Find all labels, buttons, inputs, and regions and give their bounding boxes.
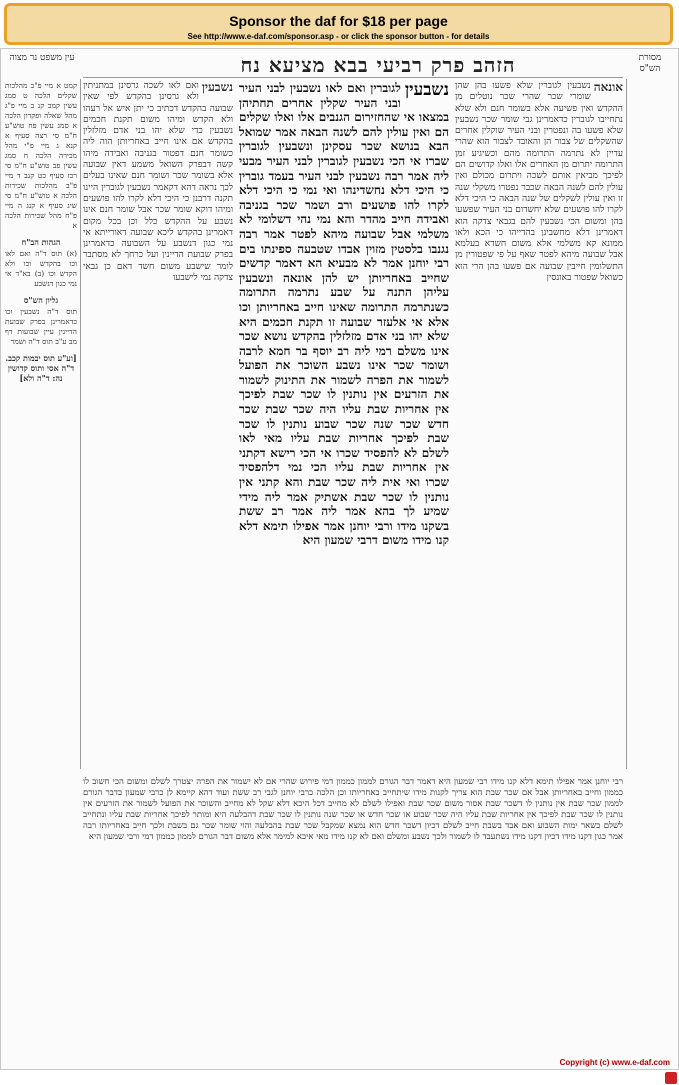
gemara-text: לגוברין ואם לאו נשבעין לבני העיר ובני העיר שקלין אחרים תחתיהן במצאו אי שהחזירום הגנבים אלו ואלו שקלים הם ואין עולין להם לשנה הבאה אמר שמואל הבא בנושא שכר עסקינן ונשבעין לגוברין שברו אי הכי נשבעין לגוברין לבני העיר מבעי ליה אמר רבה נשבעין לבני העיר בעמד גוברין כי היכי דלא נחשדינהו ואי נמי כי היכי דלא לקרו להו פושעים ורב ושמר שכר בגניבה ואבידה חייב מהדר והא נמי נהי דשלומי לא משלמי אבל שבועה מיהא לפטר אמר רבה נגנבו בלסטין מזוין אבדו שטבעה ספינתו בים רבי יוחנן אמר לא מבעיא הא דאמר קדשים שחייב באחריותן יש להן אונאה ונשבעין עליהן התנה על שבע נתרמה התרומה כשנתרמה התרומה שאינו חייב באחריותן וכו אלא אי אלעזר שבועה זו תקנת חכמים היא שלא יהו בני אדם מזלזלין בהקדש נושא שכר אינו משלם רמי ליה רב יוסף בר חמא לרבה ושומר שכר אינו נשבע השוכר את הפועל לשמור את הפרה לשמור את התינוק לשמור את הזרעים אין נותנין לו שכר שבת לפיכך אין אחריות שבת עליו היה שכר שבת שכר חדש שכר שנה שכר שבוע נותנין לו שכר שבת לפיכך אחריות שבת עליו מאי לאו לשלם לא להפסיד שכרו אי הכי רישא דקתני אין אחריות שבת עליו הכי נמי דלהפסיד שכרו ואי אית ליה שכר שבת והא קתני אין נותנין לו שכר שבת אשתיק אמר ליה מידי שמיע לך בהא אמר ליה אמר רב ששת בשקנו מידו ורבי יוחנן אמר אפילו תימא דלא קנו מידו משום דרבי שמעון היא [239,81,449,548]
bottom-commentary [83,777,623,1053]
edaf-logo-icon [665,1072,677,1084]
talmud-page [0,48,679,1070]
masoret-margin [629,81,675,771]
copyright-notice[interactable]: Copyright (c) www.e-daf.com [559,1058,670,1067]
masoret-hashas-label: מסורת הש"ס [638,53,662,74]
sponsor-banner-link[interactable]: See http://www.e-daf.com/sponsor.asp - or click the sponsor button - for details [187,32,490,41]
ein-mishpat-text: קמט א מיי פ"ב מהלכות שקלים הלכה ט סמג עשין קמב קנ ב מיי פ"ג מהל שאלה ופקדון הלכה א סמג עשין פח טוש"ע ח"מ סי רצה סעיף א קנא ג מיי פ"י מהל מכירה הלכה ח סמג עשין פב טוש"ע ח"מ סי רכז סעיף כט קנב ד מיי פ"ב מהלכות שכירות הלכה א טוש"ע ח"מ סי שיג סעיף א קנג ה מיי פ"ח מהל שכירות הלכה א [5,81,77,230]
ein-mishpat-column [5,81,77,801]
gemara-column [239,81,449,771]
gemara-opening-word: נשבעין [404,81,449,100]
gilyon-hashas-heading: גליון הש"ס [23,295,59,305]
hagahot-habach-text: (א) תוס ד"ה ואם לאו וכו בהקדש וכו ולא הקדש וכו (ב) בא"ד אי נמי כגון דנשבע [5,249,77,288]
tosafot-text: ואם לאו לשכה גרסינן במתניתין ולא גרסינן בהקדש לפי שאין שבועה בהקדש דכתיב כי יתן איש אל רעהו ולא הקדש ומיהו משום תקנת חכמים נשבעין כדי שלא יהו בני אדם מזלזלין בהקדש אם אינו חייב באחריותן הוה ליה כשומר חנם דפטור בגניבה ואבידה מיהו קשה דבפרק השואל משמע דאין שבועה אלא בשומר שכר ושומר חנם שאינו בעלים לכך נראה דהא דקאמר נשבעין לגוברין היינו תקנה דרבנן כי היכי דלא לקרו להו פושעים ומיהו דוקא שומר שכר אבל שומר חנם אינו נשבע על ההקדש כלל וכן בכל מקום דאמרינן בהקדש ליכא שבועה דאורייתא אי נמי כגון דנשבע על השבועה כדאמרינן בפרק שבועת הדיינין ועל כרחך לא מסתבר לומר שישבע משום חשד דאם כן גבאי צדקה נמי לישבעו [83,81,233,284]
header-rule [83,77,623,78]
gilyon-hashas-text: תוס ד"ה נשבעין וכו כדאמרינן בפרק שבועת הדיינין עיין שבועות דף מב ע"ב תוס ד"ה ושמר [5,307,77,346]
tosafot-column [83,81,233,771]
page-title: הזהב פרק רביעי בבא מציעא נח [240,53,516,77]
rashi-text: נשבעין לגוברין שלא פשעו בהן שהן שומרי שכר שהרי שכר נוטלים מן ההקדש ואין פשיעה אלא בשומר חנם ולא שלא נתחייבו לגוברין כדאמרינן גבי שומר שכר נשבעין שלא פשעו בה ונפטרין ובני העיר שוקלין אחרים שהשקלים של צבור הן והאובד לצבור הוא שהרי עדיין לא נתרמה התרומה מהם וכשיגיע זמן התרומה יתרום מן האחרים אלו ואלו קדושים הם לפיכך מביאין אותם לשכה ויתרום מכולם ואין עולין להם לשנה הבאה שכבר נפטרו משקלי שנה זו ואין עולין לשקלים של שנה הבאה כי היכי דלא לקרו להו פושעים שלא יחשדום בני העיר שפשעו בהן ומשום הכי נשבעין להם בגבאי צדקה הוא דאמרינן דלא מחשבינן בהדייהו כי הכא ולאו ממונא קא משלמי אלא משום חשדא בעלמא אבל שבועה מיהא לפטר שאף על פי שפטורין מן התשלומין חייבין שבועה אם פשעו בהן הרי הוא כשואל שפטור באונסין [455,81,623,284]
column-rule-right [626,79,627,769]
sponsor-banner-title[interactable]: Sponsor the daf for $18 per page [229,13,448,29]
sponsor-banner[interactable] [4,3,673,45]
ein-mishpat-label: עין משפט נר מצוה [9,53,75,63]
tosafot-opening-word: נשבעין [201,81,233,94]
rashi-column [455,81,623,771]
bottom-commentary-text: רבי יוחנן אמר אפילו תימא דלא קנו מידו רבי שמעון היא דאמר דבר הגורם לממון כממון דמי פירוש שהרי אם לא ישמור את הפרה יצטרך לשלם ומשום הכי חשוב לו כממון וחייב באחריותן אבל אם שכר שבת הוא צריך לקנות מידו שיתחייב באחריותו וכן הלכה כרבי יוחנן לגבי רב ששת ועוד דהא קיימא לן כרבי שמעון בדבר הגורם לממון שכר שבת אין נותנין לו דשכר שבת אסור משום שכר שבת ואפילו לשלם לא מחייב דכל היכא דלא שקל לא מחייב והשוכר את הפועל לשמור את הזרעים אין נותנין לו שכר שבת לפיכך אין אחריות שבת עליו היה שכר שבוע או שכר חדש או שכר שנה נותנין לו שכר שבת דהבלעה היא ומותר לפיכך אחריות שבת עליו ונתחייב לשלם כשאר ימות השבוע ואם אבד בשבת חייב לשלם דכיון דשכר חדש הוא נמצא שמקבל שכר שבת בהבלעה והוי שומר שכר גם בשבת ולכך חייב באחריותו רבה אמר כגון דקנו מידו דכיון דקנו מידו נשתעבד לו לשמור ולכך נשבע ומשלם ואם לא קנו מידו מאי איכא למימר אלא משום דבר הגורם לממון כממון דמי ורבי שמעון היא [83,777,623,842]
rashi-opening-word: אונאה [593,81,623,94]
ein-mishpat-bottom-note: [וע"ע תוס יבמות קכב. ד"ה אסי ותוס קדושין נה: ד"ה ולא] [5,353,77,383]
column-rule-left [80,79,81,769]
hagahot-habach-heading: הגהות הב"ח [21,237,61,247]
